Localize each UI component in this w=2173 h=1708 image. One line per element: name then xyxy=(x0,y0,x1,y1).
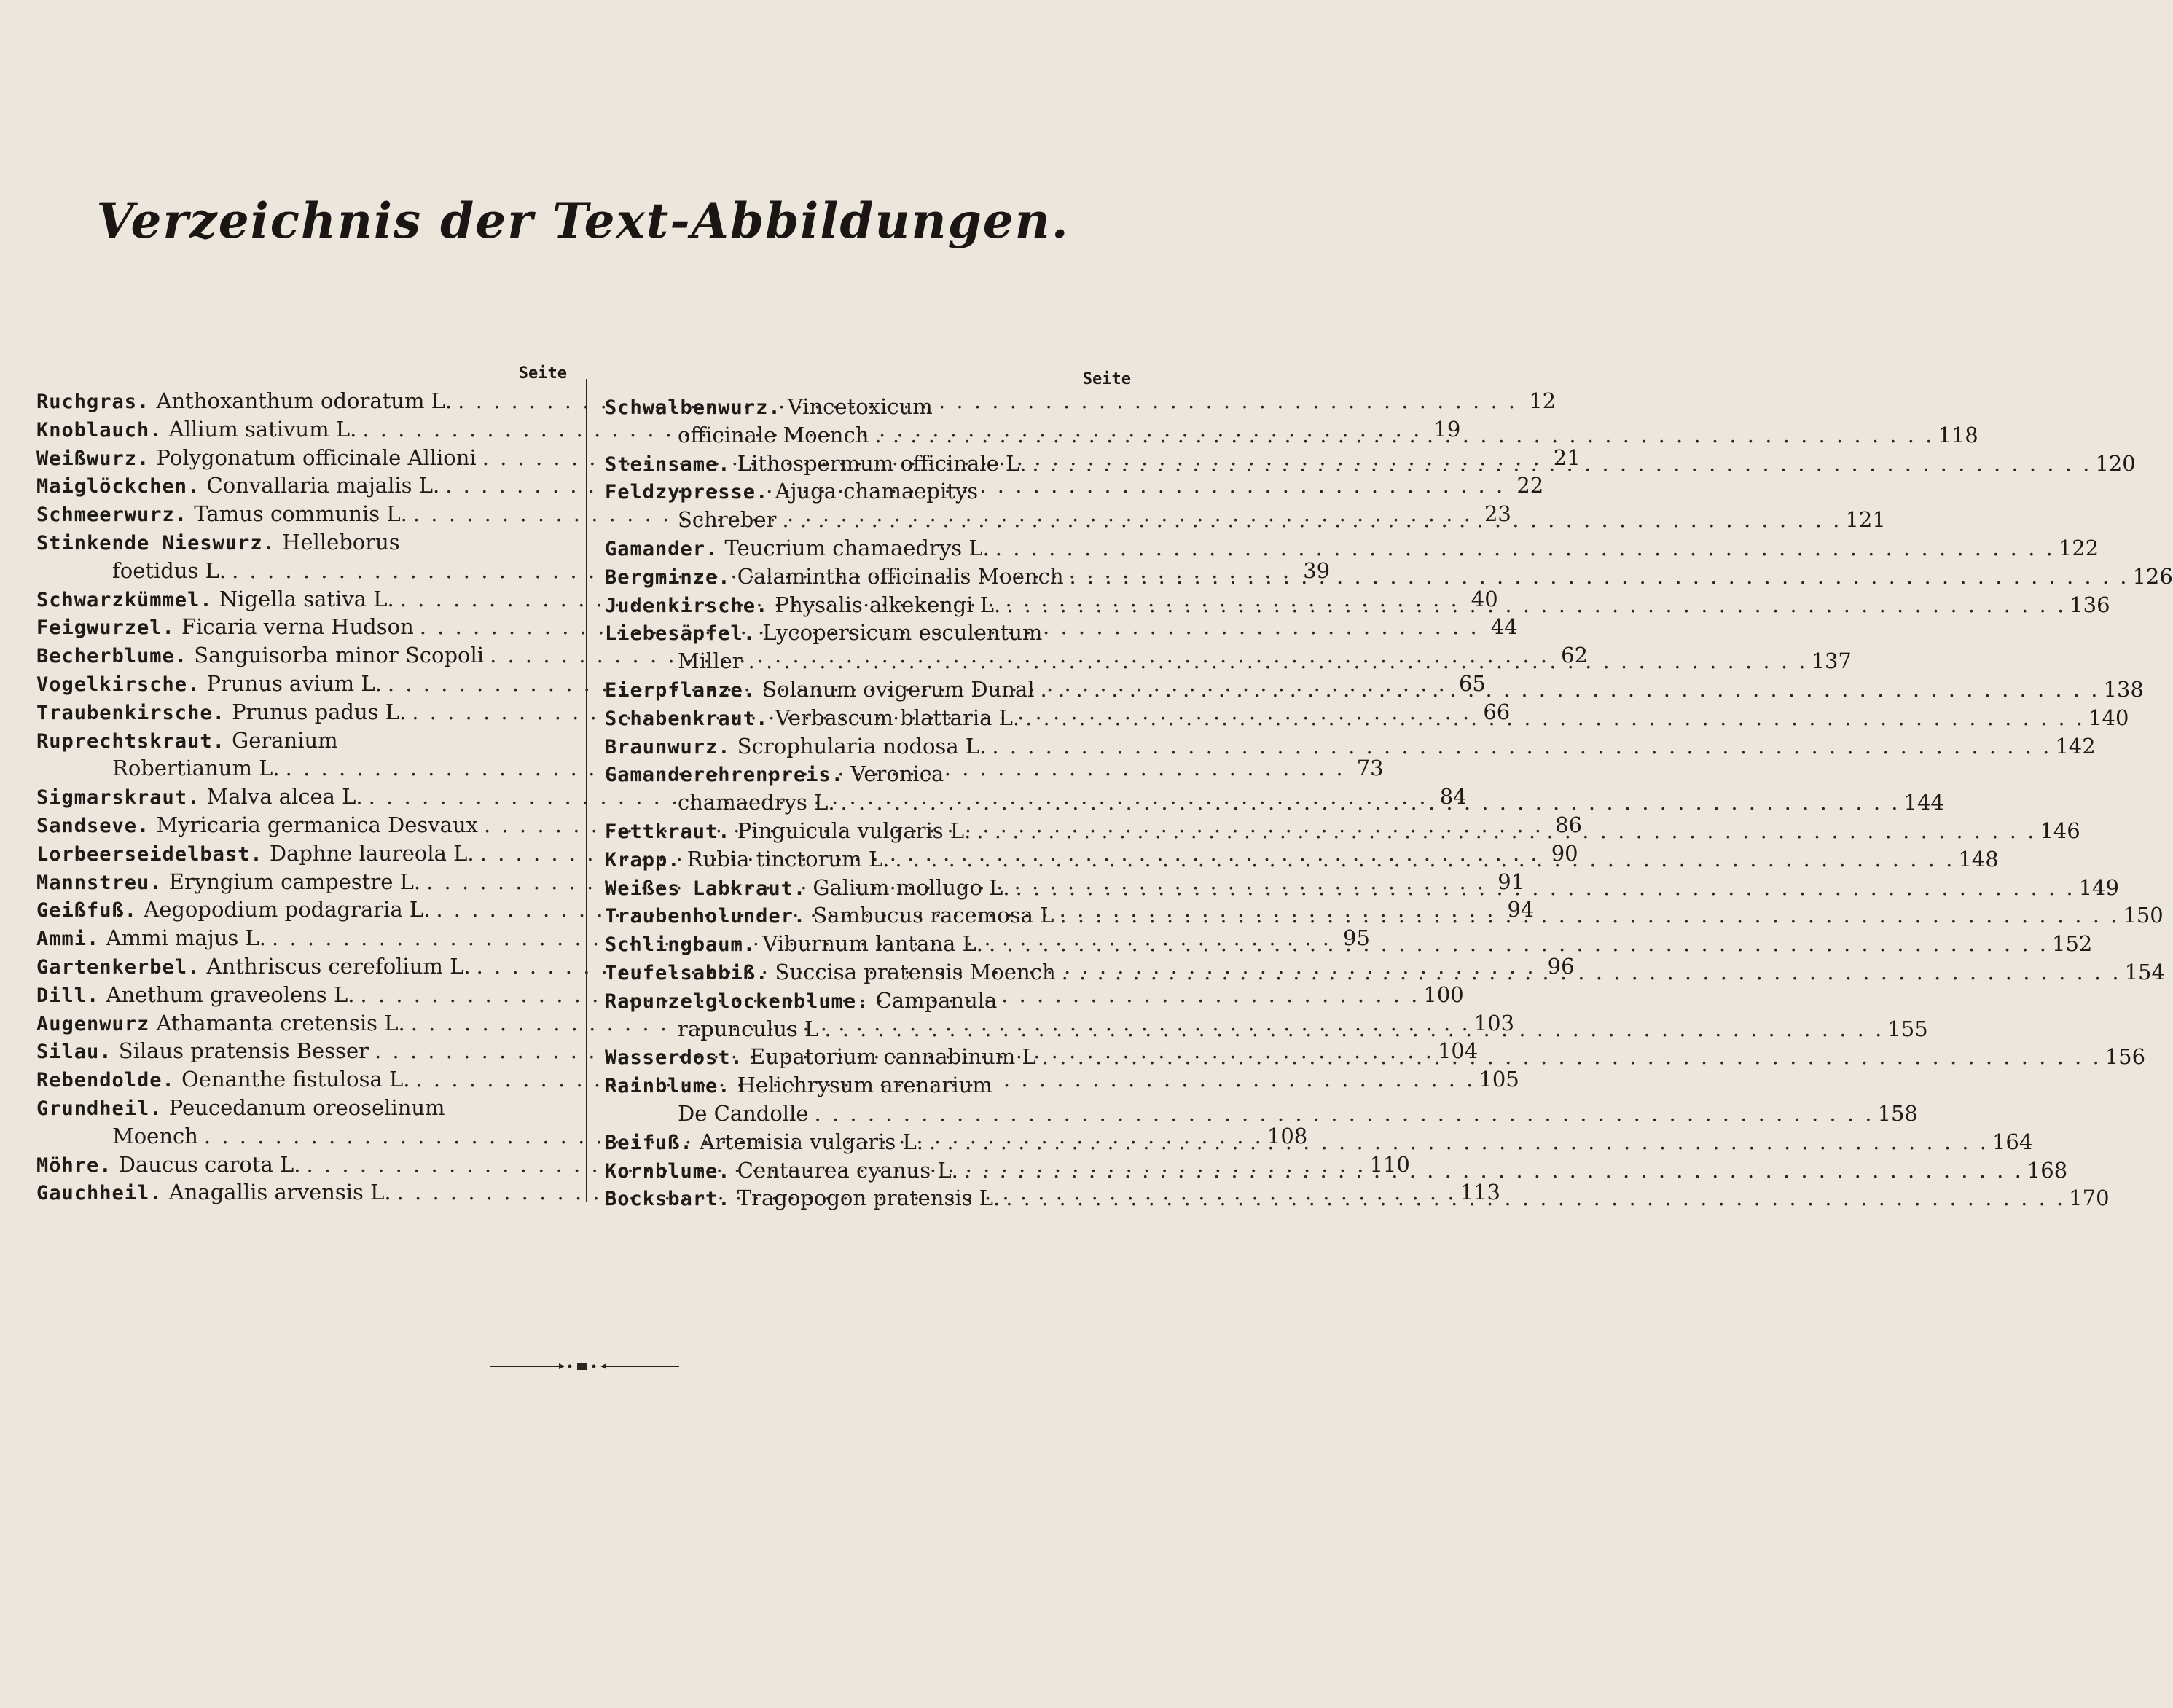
latin-name: Anethum graveolens L. xyxy=(106,982,355,1007)
german-name: Bocksbart. xyxy=(605,1188,731,1211)
leader-dots xyxy=(995,534,2053,563)
german-name: Steinsame. xyxy=(605,453,731,476)
german-name: Grundheil. xyxy=(36,1097,163,1120)
page-number: 152 xyxy=(2052,931,2093,957)
german-name: Weißes Labkraut. xyxy=(605,877,807,900)
latin-name: Sanguisorba minor Scopoli xyxy=(194,643,485,668)
page-number: 120 xyxy=(2095,450,2136,476)
page-number: 122 xyxy=(2058,535,2099,560)
german-name: Vogelkirsche. xyxy=(36,673,200,696)
page-number: 121 xyxy=(1845,507,1886,533)
leader-dots xyxy=(1041,675,2098,704)
german-name: Krapp. xyxy=(605,848,681,871)
latin-name: Eryngium campestre L. xyxy=(168,869,421,894)
latin-name: Prunus padus L. xyxy=(232,699,407,724)
german-name: Ruprechtskraut. xyxy=(36,729,225,753)
german-name: Maiglöckchen. xyxy=(36,475,200,498)
german-name: Gauchheil. xyxy=(36,1182,163,1205)
leader-dots xyxy=(964,1156,2021,1185)
german-name: Mannstreu. xyxy=(36,871,163,894)
german-name: Geißfuß. xyxy=(36,899,138,922)
german-name: Teufelsabbiß. xyxy=(605,961,769,984)
latin-name: Anthriscus cerefolium L. xyxy=(206,953,471,979)
latin-name: Lycopersicum esculentum xyxy=(762,620,1043,646)
leader-dots xyxy=(782,506,1839,534)
leader-dots xyxy=(895,845,1952,874)
latin-name: Campanula xyxy=(875,987,998,1013)
page-number: 144 xyxy=(1903,790,1944,815)
page-number: 137 xyxy=(1811,649,1852,674)
latin-name: Schreber xyxy=(678,507,777,533)
entry-first-line xyxy=(605,732,2096,761)
latin-name: Helichrysum arenarium xyxy=(737,1073,992,1098)
german-name: Schlingbaum. xyxy=(605,933,756,957)
page-number: 158 xyxy=(1877,1100,1918,1126)
latin-name: Veronica xyxy=(850,761,944,787)
german-name: Beifuß. xyxy=(605,1131,693,1154)
page-number: 170 xyxy=(2069,1186,2110,1211)
leader-dots xyxy=(748,647,1806,675)
german-name: Gamander. xyxy=(605,537,719,560)
leader-dots xyxy=(1060,901,2117,930)
latin-name: Moench xyxy=(112,1123,198,1148)
german-name: Weißwurz. xyxy=(36,447,150,470)
page-number: 66 xyxy=(1483,699,1511,724)
german-name: Dill. xyxy=(36,984,100,1007)
latin-name: Teucrium chamaedrys L. xyxy=(724,535,990,560)
leader-dots xyxy=(989,930,2046,958)
entry-first-line xyxy=(36,528,567,557)
seite-header-right: Seite xyxy=(1082,370,1131,388)
page-number: 155 xyxy=(1887,1016,1928,1041)
page-number: 142 xyxy=(2055,733,2096,759)
german-name: Braunwurz. xyxy=(605,735,731,759)
entry-first-line xyxy=(605,1071,1131,1100)
latin-name: Lithospermum officinale L. xyxy=(737,450,1027,476)
latin-name: Eupatorium cannabinum L xyxy=(750,1044,1036,1070)
page-number: 12 xyxy=(1529,388,1557,413)
page-number: 90 xyxy=(1551,840,1578,866)
german-name: Traubenholunder. xyxy=(605,905,807,928)
index-entry xyxy=(605,732,2096,761)
latin-name: Allium sativum L. xyxy=(168,416,357,442)
latin-name: Galium mollugo L. xyxy=(813,874,1010,900)
leader-dots xyxy=(1070,563,2127,591)
latin-name: Verbascum blattaria L. xyxy=(775,705,1020,730)
latin-name: Calamintha officinalis Moench xyxy=(737,563,1064,589)
latin-name: Scrophularia nodosa L. xyxy=(737,733,987,759)
german-name: Traubenkirsche. xyxy=(36,701,225,724)
latin-name: Ammi majus L. xyxy=(106,925,266,951)
german-name: Ammi. xyxy=(36,928,100,951)
german-name: Rapunzelglockenblume. xyxy=(605,990,869,1013)
latin-name: Solanum ovigerum Dunal xyxy=(762,676,1035,702)
latin-name: foetidus L. xyxy=(112,557,227,583)
page-number: 100 xyxy=(1423,982,1464,1007)
leader-dots xyxy=(992,732,2049,761)
page-number: 104 xyxy=(1437,1038,1479,1064)
entry-first-line xyxy=(605,393,1131,421)
latin-name: De Candolle xyxy=(678,1100,809,1126)
german-name: Gamanderehrenpreis. xyxy=(605,764,844,787)
leader-dots xyxy=(815,1100,1872,1128)
german-name: Rainblume. xyxy=(605,1075,731,1098)
page-number: 105 xyxy=(1479,1067,1519,1092)
entry-first-line xyxy=(36,1094,567,1122)
page-number: 108 xyxy=(1266,1123,1308,1148)
page-number: 138 xyxy=(2103,676,2144,702)
german-name: Augenwurz xyxy=(36,1012,150,1035)
latin-name: Daucus carota L. xyxy=(118,1151,301,1177)
latin-name: Succisa pratensis Moench xyxy=(775,959,1056,984)
page-number: 103 xyxy=(1473,1010,1515,1035)
german-name: Schwarzkümmel. xyxy=(36,588,213,611)
leader-dots xyxy=(1016,874,2073,902)
leader-dots xyxy=(1006,591,2064,619)
page-number: 86 xyxy=(1555,812,1582,837)
latin-name: Sambucus racemosa L xyxy=(813,903,1054,928)
german-name: Judenkirsche. xyxy=(605,594,769,617)
leader-dots xyxy=(929,1128,1986,1156)
entry-continuation-line xyxy=(605,1100,1918,1128)
german-name: Rebendolde. xyxy=(36,1069,175,1092)
german-name: Schabenkraut. xyxy=(605,707,769,730)
page-number: 94 xyxy=(1507,897,1535,922)
german-name: Sigmarskraut. xyxy=(36,786,200,810)
latin-name: Rubia tinctorum L. xyxy=(686,846,890,871)
page-number: 62 xyxy=(1561,643,1589,668)
latin-name: Helleborus xyxy=(282,529,400,555)
latin-name: Geranium xyxy=(232,727,338,753)
german-name: Gartenkerbel. xyxy=(36,955,200,979)
page-number: 22 xyxy=(1516,473,1544,498)
german-name: Fettkraut. xyxy=(605,820,731,843)
leader-dots xyxy=(841,788,1898,817)
page-number: 150 xyxy=(2123,903,2164,928)
entry-first-line xyxy=(605,534,2099,563)
entry-first-line xyxy=(36,726,567,755)
latin-name: Convallaria majalis L. xyxy=(206,473,440,498)
leader-dots xyxy=(1032,450,2089,478)
latin-name: Miller xyxy=(678,649,743,674)
german-name: Kornblume. xyxy=(605,1159,731,1183)
german-name: Feldzypresse. xyxy=(605,481,769,504)
entry-first-line xyxy=(605,987,1131,1015)
latin-name: Nigella sativa L. xyxy=(219,586,394,611)
entry-first-line xyxy=(605,619,1131,647)
entry-first-line xyxy=(605,477,1131,506)
leader-dots xyxy=(874,421,1932,450)
page-number: 21 xyxy=(1553,444,1581,470)
german-name: Feigwurzel. xyxy=(36,616,175,640)
latin-name: Polygonatum officinale Allioni xyxy=(156,444,477,470)
latin-name: Viburnum lantana L. xyxy=(762,931,984,957)
page-number: 164 xyxy=(1992,1129,2033,1154)
page-number: 156 xyxy=(2105,1044,2146,1070)
german-name: Ruchgras. xyxy=(36,391,150,413)
german-name: Lorbeerseidelbast. xyxy=(36,842,263,866)
leader-dots xyxy=(1042,1043,2099,1071)
latin-name: Daphne laureola L. xyxy=(269,840,474,866)
page-number: 126 xyxy=(2132,563,2173,589)
german-name: Schwalbenwurz. xyxy=(605,396,781,419)
leader-dots xyxy=(1025,704,2083,732)
german-name: Eierpflanze. xyxy=(605,678,756,702)
latin-name: Robertianum L. xyxy=(112,756,280,781)
page-number: 146 xyxy=(2040,818,2080,843)
german-name: Möhre. xyxy=(36,1153,112,1177)
latin-name: Tragopogon pratensis L. xyxy=(737,1186,1001,1211)
page-number: 110 xyxy=(1369,1151,1410,1177)
german-name: Silau. xyxy=(36,1041,112,1064)
leader-dots xyxy=(1006,1184,2063,1213)
page-title: Verzeichnis der Text-Abbildungen. xyxy=(96,192,1070,250)
page-number: 65 xyxy=(1458,670,1486,696)
leader-dots xyxy=(976,817,2034,845)
column-divider xyxy=(586,379,587,1202)
latin-name: Peucedanum oreoselinum xyxy=(168,1094,445,1120)
latin-name: Ficaria verna Hudson xyxy=(181,614,414,640)
latin-name: officinale Moench xyxy=(678,422,869,447)
latin-name: Tamus communis L. xyxy=(194,501,407,527)
page-number: 91 xyxy=(1497,869,1525,894)
page-number: 96 xyxy=(1547,953,1575,979)
latin-name: Myricaria germanica Desvaux xyxy=(156,812,479,837)
latin-name: Anthoxanthum odoratum L. xyxy=(156,388,453,413)
latin-name: Anagallis arvensis L. xyxy=(168,1180,391,1205)
latin-name: Silaus pratensis Besser xyxy=(118,1038,369,1064)
page-number: 154 xyxy=(2124,959,2165,984)
german-name: Stinkende Nieswurz. xyxy=(36,531,275,555)
end-ornament xyxy=(490,1359,679,1374)
page-number: 148 xyxy=(1958,846,1999,871)
latin-name: Malva alcea L. xyxy=(206,784,363,810)
german-name: Sandseve. xyxy=(36,814,150,837)
entry-first-line xyxy=(605,760,1131,788)
german-name: Becherblume. xyxy=(36,645,188,668)
latin-name: Artemisia vulgaris L. xyxy=(700,1129,923,1154)
latin-name: Centaurea cyanus L. xyxy=(737,1157,958,1183)
page-number: 19 xyxy=(1433,416,1461,442)
page-number: 40 xyxy=(1471,586,1498,611)
german-name: Knoblauch. xyxy=(36,418,163,442)
latin-name: Pinguicula vulgaris L. xyxy=(737,818,971,843)
page-number: 149 xyxy=(2078,874,2119,900)
page-number: 140 xyxy=(2088,705,2129,730)
leader-dots xyxy=(824,1015,1882,1043)
german-name: Liebesäpfel. xyxy=(605,622,756,646)
page-number: 73 xyxy=(1356,756,1384,781)
german-name: Wasserdost. xyxy=(605,1046,743,1070)
index-entry xyxy=(605,534,2099,563)
seite-header-left: Seite xyxy=(518,364,567,383)
leader-dots xyxy=(1062,958,2119,987)
latin-name: rapunculus L xyxy=(678,1016,819,1041)
page-number: 168 xyxy=(2027,1157,2068,1183)
page-number: 23 xyxy=(1484,501,1511,527)
page-number: 95 xyxy=(1343,925,1370,951)
page-number: 118 xyxy=(1938,422,1978,447)
latin-name: Oenanthe fistulosa L. xyxy=(181,1067,410,1092)
page-number: 44 xyxy=(1490,614,1518,640)
latin-name: Aegopodium podagraria L. xyxy=(144,897,431,922)
page-number: 39 xyxy=(1303,557,1331,583)
german-name: Bergminze. xyxy=(605,565,731,589)
latin-name: Physalis alkekengi L. xyxy=(775,592,1001,617)
latin-name: Prunus avium L. xyxy=(206,670,382,696)
german-name: Schmeerwurz. xyxy=(36,504,188,527)
page-number: 113 xyxy=(1460,1180,1500,1205)
latin-name: Athamanta cretensis L. xyxy=(156,1010,405,1035)
latin-name: chamaedrys L. xyxy=(678,790,835,815)
latin-name: Ajuga chamaepitys xyxy=(775,479,979,504)
page-number: 136 xyxy=(2070,592,2110,617)
page-number: 84 xyxy=(1439,784,1467,810)
latin-name: Vincetoxicum xyxy=(787,394,933,419)
